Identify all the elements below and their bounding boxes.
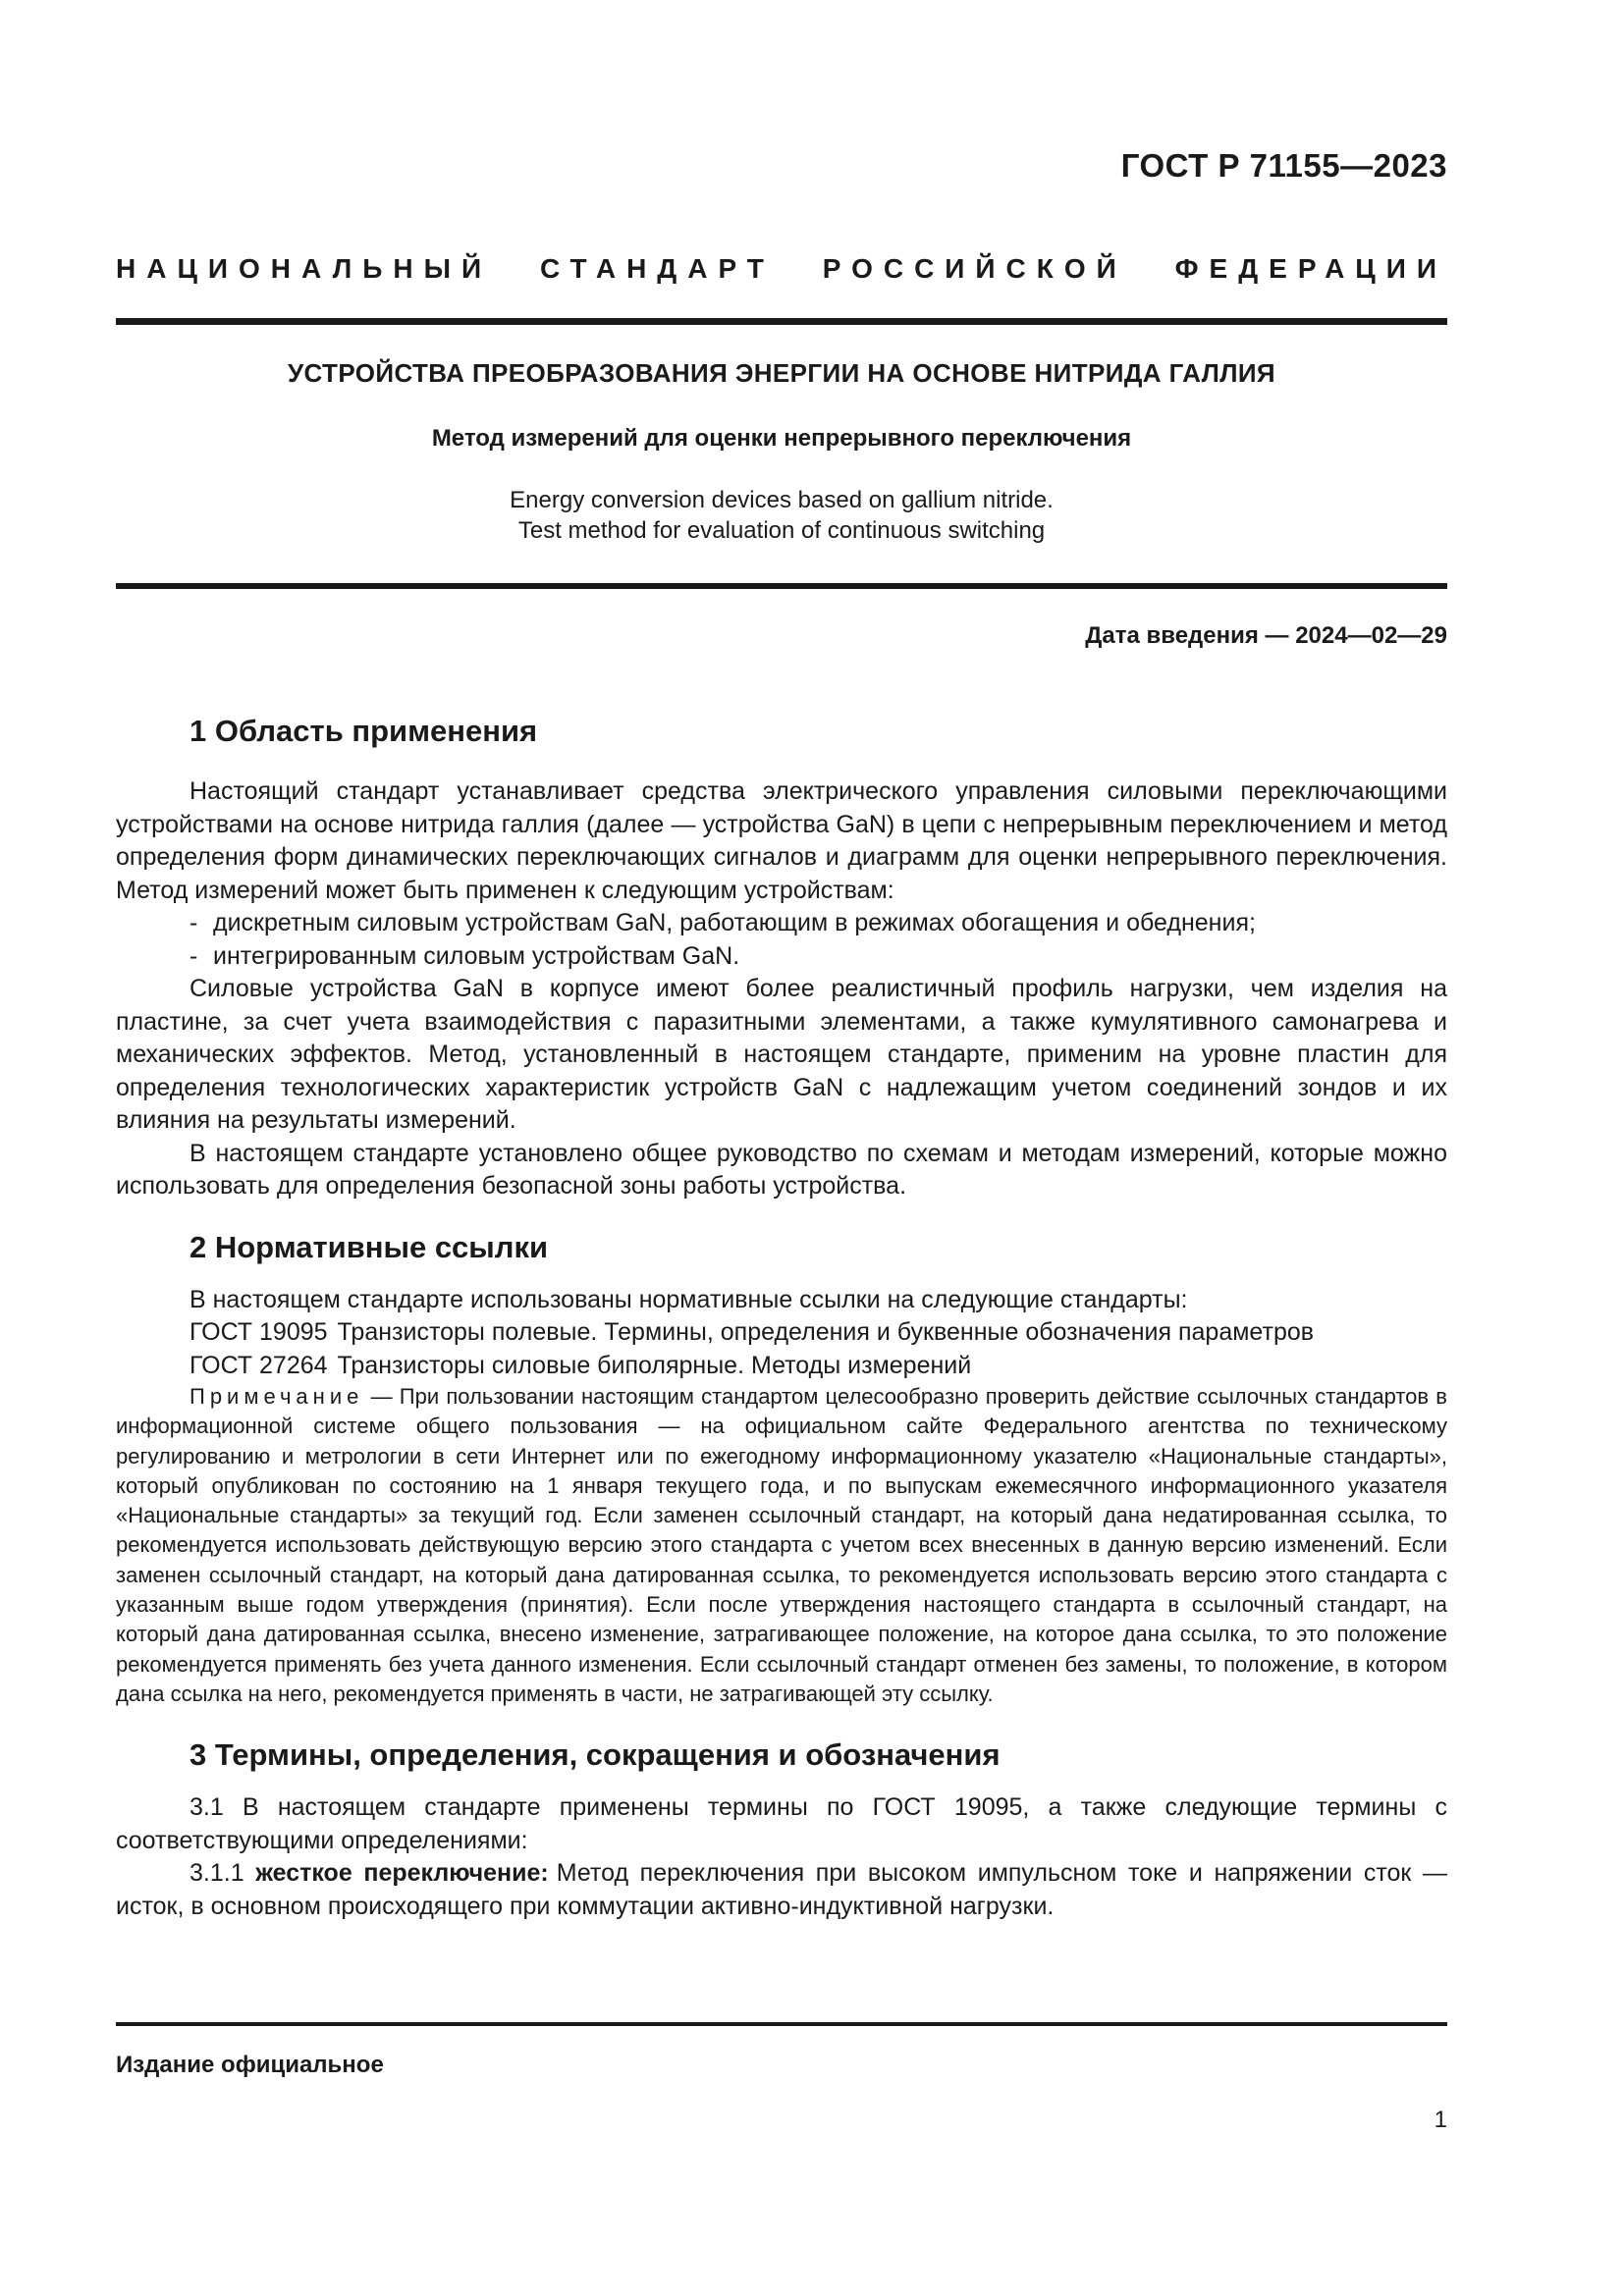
term-number: 3.1.1 xyxy=(189,1859,244,1888)
paragraph: В настоящем стандарте установлено общее руководство по схемам и методам измерений, которые можно использовать для определения безопасной зоны работы устройства. xyxy=(116,1139,1447,1200)
national-standard-title: НАЦИОНАЛЬНЫЙ СТАНДАРТ РОССИЙСКОЙ ФЕДЕРАЦИИ xyxy=(116,253,1447,284)
list-item-text: интегрированным силовым устройствам GaN. xyxy=(213,941,740,970)
document-subtitle: Метод измерений для оценки непрерывного переключения xyxy=(431,425,1132,452)
divider-footer xyxy=(116,2022,1447,2026)
document-body xyxy=(116,709,1447,1923)
term-text: Метод переключения при высоком импульсном токе и напряжении сток — исток, в основном происходящего при коммутации активно-индуктивной нагрузки. xyxy=(116,1859,1447,1920)
normative-reference xyxy=(116,1316,1447,1350)
document-title: УСТРОЙСТВА ПРЕОБРАЗОВАНИЯ ЭНЕРГИИ НА ОСНОВЕ НИТРИДА ГАЛЛИЯ xyxy=(287,358,1276,388)
english-title xyxy=(116,485,1447,546)
document-id: ГОСТ Р 71155—2023 xyxy=(1120,147,1447,184)
section-heading: 2 Нормативные ссылки xyxy=(189,1229,549,1264)
note-text: — При пользовании настоящим стандартом целесообразно проверить действие ссылочных стандартов в информационной системе общего пользования — на официальном сайте Федерального агентства по техническому регулированию и метрологии в сети Интернет или по ежегодному информационному указателю «Национальные стандарты», который опубликован по состоянию на 1 января текущего года, и по выпускам ежемесячного информационного указателя «Национальные стандарты» за текущий год. Если заменен ссылочный стандарт, на который дана недатированная ссылка, то рекомендуется использовать действующую версию этого стандарта с учетом всех внесенных в данную версию изменений. Если заменен ссылочный стандарт, на который дана датированная ссылка, то рекомендуется использовать версию этого стандарта с указанным выше годом утверждения (принятия). Если после утверждения настоящего стандарта в ссылочный стандарт, на который дана датированная ссылка, внесено изменение, затрагивающее положение, на которое дана ссылка, то это положение рекомендуется применять без учета данного изменения. Если ссылочный стандарт отменен без замены, то положение, в котором дана ссылка на него, рекомендуется применять в части, не затрагивающей эту ссылку. xyxy=(116,1384,1447,1706)
paragraph: В настоящем стандарте использованы нормативные ссылки на следующие стандарты: xyxy=(189,1285,1188,1313)
section-heading: 3 Термины, определения, сокращения и обозначения xyxy=(189,1737,1001,1773)
introduction-date: Дата введения — 2024—02—29 xyxy=(1085,622,1447,649)
section-heading: 1 Область применения xyxy=(189,714,538,748)
note-label: Примечание xyxy=(189,1384,364,1409)
paragraph: Настоящий стандарт устанавливает средства электрического управления силовыми переключающими устройствами на основе нитрида галлия (далее — устройства GaN) в цепи с непрерывным переключением и метод определения форм динамических переключающих сигналов и диаграмм для оценки непрерывного переключения. Метод измерений может быть применен к следующим устройствам: xyxy=(116,777,1447,904)
list-marker: - xyxy=(189,909,198,936)
list-item xyxy=(116,940,1447,974)
divider-top xyxy=(116,318,1447,325)
note xyxy=(116,1382,1447,1709)
reference-title: Транзисторы полевые. Термины, определения и буквенные обозначения параметров xyxy=(337,1318,1315,1346)
list-item xyxy=(116,907,1447,940)
reference-code: ГОСТ 19095 xyxy=(189,1318,328,1346)
paragraph: Силовые устройства GaN в корпусе имеют более реалистичный профиль нагрузки, чем изделия на пластине, за счет учета взаимодействия с паразитными элементами, а также кумулятивного самонагрева и механических эффектов. Метод, установленный в настоящем стандарте, применим на уровне пластин для определения технологических характеристик устройств GaN с надлежащим учетом соединений зондов и их влияния на результаты измерений. xyxy=(116,975,1447,1134)
english-title-line: Energy conversion devices based on gallium nitride. xyxy=(510,487,1054,513)
list-item-text: дискретным силовым устройствам GaN, работающим в режимах обогащения и обеднения; xyxy=(213,909,1256,936)
term-name: жесткое переключение: xyxy=(255,1859,549,1888)
list-marker: - xyxy=(189,941,198,970)
paragraph: 3.1 В настоящем стандарте применены термины по ГОСТ 19095, а также следующие термины с соответствующими определениями: xyxy=(116,1793,1447,1854)
edition-label: Издание официальное xyxy=(116,2052,384,2078)
page-number: 1 xyxy=(1434,2107,1447,2133)
english-title-line: Test method for evaluation of continuous switching xyxy=(517,517,1046,544)
reference-title: Транзисторы силовые биполярные. Методы измерений xyxy=(337,1351,972,1379)
normative-reference xyxy=(116,1350,1447,1383)
term-definition xyxy=(116,1857,1447,1923)
reference-code: ГОСТ 27264 xyxy=(189,1351,328,1379)
divider-title xyxy=(116,583,1447,589)
